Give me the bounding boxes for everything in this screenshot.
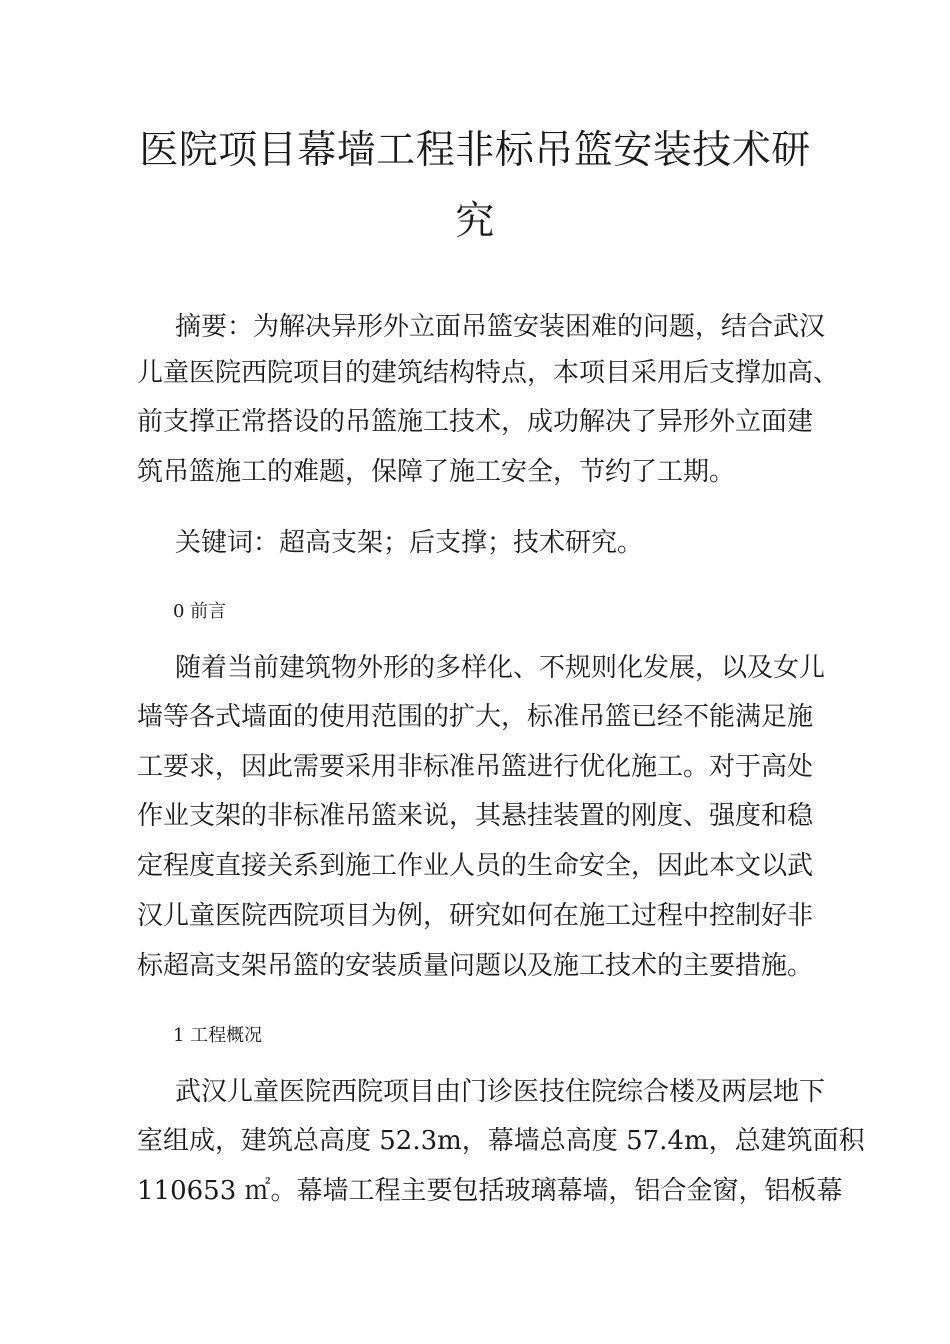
section-0-line-6: 汉儿童医院西院项目为例，研究如何在施工过程中控制好非 (137, 901, 814, 931)
abstract-line-3: 前支撑正常搭设的吊篮施工技术，成功解决了异形外立面建 (137, 407, 814, 437)
abstract-line-2: 儿童医院西院项目的建筑结构特点，本项目采用后支撑加高、 (137, 358, 840, 388)
abstract-line-1: 摘要：为解决异形外立面吊篮安装困难的问题，结合武汉 (175, 312, 826, 342)
section-0-line-5: 定程度直接关系到施工作业人员的生命安全，因此本文以武 (137, 851, 814, 881)
section-0-line-1: 随着当前建筑物外形的多样化、不规则化发展，以及女儿 (175, 653, 826, 683)
section-0-line-7: 标超高支架吊篮的安装质量问题以及施工技术的主要措施。 (137, 951, 814, 981)
section-0-line-3: 工要求，因此需要采用非标准吊篮进行优化施工。对于高处 (137, 752, 814, 782)
section-1-line-1: 武汉儿童医院西院项目由门诊医技住院综合楼及两层地下 (175, 1077, 826, 1107)
section-0-line-2: 墙等各式墙面的使用范围的扩大，标准吊篮已经不能满足施 (137, 702, 814, 732)
section-0-line-4: 作业支架的非标准吊篮来说，其悬挂装置的刚度、强度和稳 (137, 801, 814, 831)
document-title-line-1: 医院项目幕墙工程非标吊篮安装技术研 (139, 128, 811, 173)
keywords: 关键词：超高支架；后支撑；技术研究。 (175, 528, 644, 558)
abstract-line-4: 筑吊篮施工的难题，保障了施工安全，节约了工期。 (137, 457, 736, 487)
document-title-line-2: 究 (455, 199, 495, 244)
section-1-line-3: 110653 ㎡。幕墙工程主要包括玻璃幕墙，铝合金窗，铝板幕 (137, 1176, 843, 1206)
section-1-line-2: 室组成，建筑总高度 52.3m，幕墙总高度 57.4m，总建筑面积 (137, 1126, 865, 1156)
section-1-heading: 1 工程概况 (173, 1025, 263, 1046)
section-0-heading: 0 前言 (173, 601, 227, 622)
